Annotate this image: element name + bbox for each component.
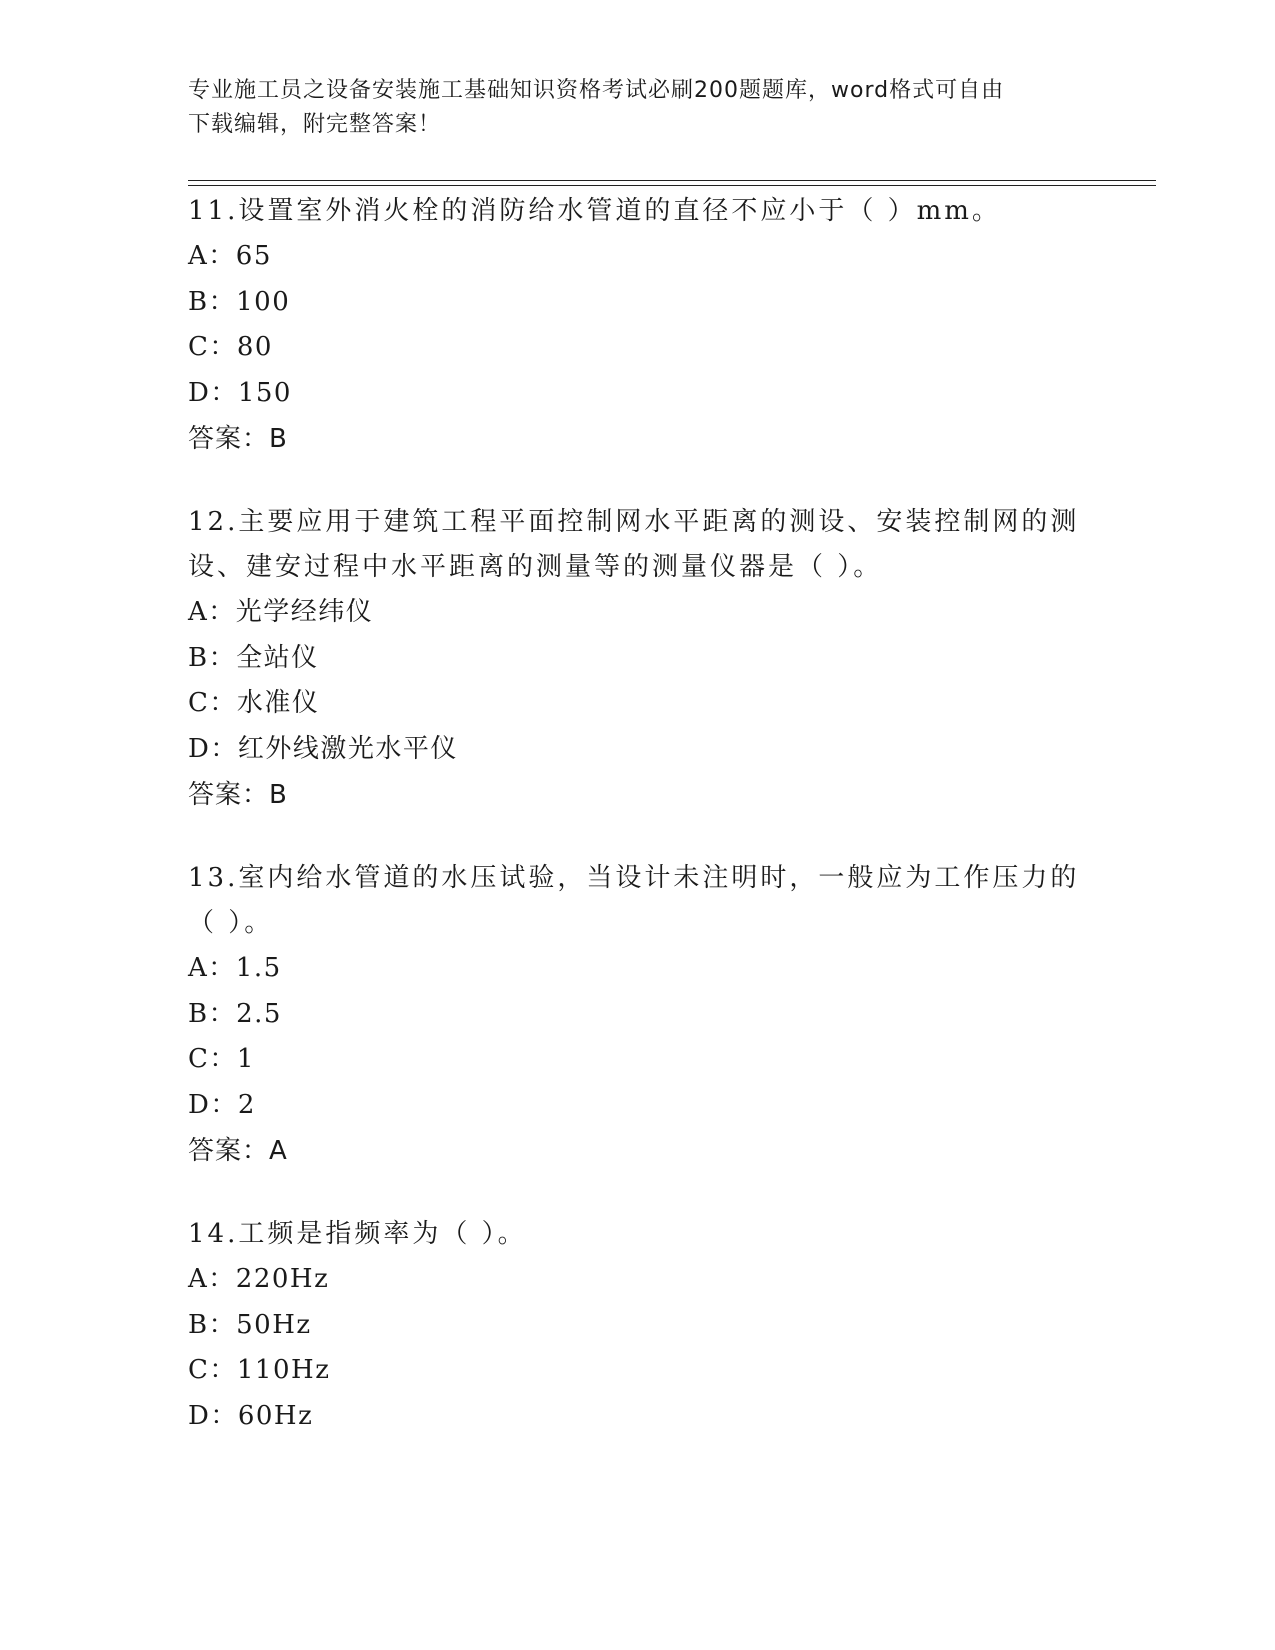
option-a: A：1.5 [188,953,282,983]
answer: 答案：A [188,1136,288,1166]
option-d: D：红外线激光水平仪 [188,733,458,764]
question-stem: 14.工频是指频率为（ ）。 [188,1219,527,1249]
option-d: D：2 [188,1089,256,1120]
question-stem-line-1: 13.室内给水管道的水压试验，当设计未注明时，一般应为工作压力的 [188,863,1080,893]
question-stem-line-2: 设、建安过程中水平距离的测量等的测量仪器是（ ）。 [188,552,883,582]
option-a: A：220Hz [188,1264,330,1294]
option-a: A：65 [188,241,272,271]
answer: 答案：B [188,780,288,810]
option-d: D：150 [188,377,292,408]
option-d: D：60Hz [188,1400,314,1431]
question-14 [188,1212,1088,1439]
header-line-2: 下载编辑，附完整答案！ [188,112,442,137]
option-b: B：2.5 [188,998,282,1029]
option-a: A：光学经纬仪 [188,597,374,627]
question-11 [188,189,1088,462]
option-c: C：80 [188,332,273,362]
header-line-1: 专业施工员之设备安装施工基础知识资格考试必刷200题题库，word格式可自由 [188,78,1005,103]
question-stem: 11.设置室外消火栓的消防给水管道的直径不应小于（ ）mm。 [188,196,1001,226]
document-header [188,74,1088,142]
option-b: B：50Hz [188,1309,312,1340]
question-stem-line-1: 12.主要应用于建筑工程平面控制网水平距离的测设、安装控制网的测 [188,507,1080,537]
header-divider-top [188,180,1156,181]
option-b: B：全站仪 [188,642,319,673]
answer: 答案：B [188,424,288,454]
question-12 [188,500,1088,818]
option-c: C：1 [188,1044,255,1074]
option-b: B：100 [188,286,291,317]
option-c: C：110Hz [188,1355,331,1385]
header-divider-bottom [188,185,1156,186]
option-c: C：水准仪 [188,688,320,718]
question-stem-line-2: （ ）。 [188,908,274,938]
question-list [188,189,1088,1477]
question-13 [188,856,1088,1174]
